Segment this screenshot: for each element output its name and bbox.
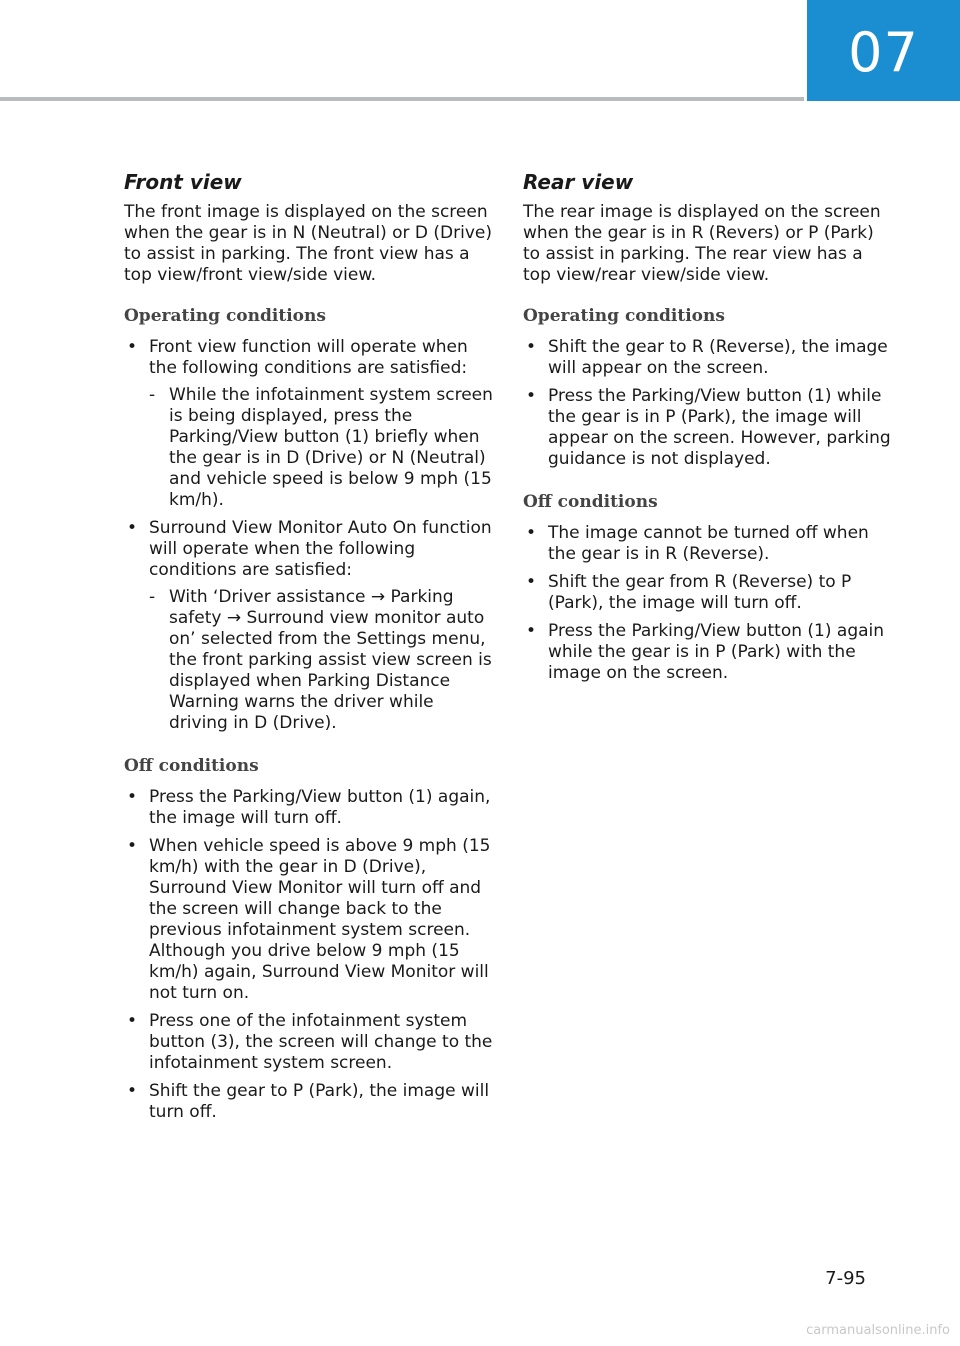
list-item: • When vehicle speed is above 9 mph (15 km/h) with the gear in D (Drive), Surround View Monitor will turn off and the screen will change back to the previous infotainment system screen. Although you drive below 9 mph (15 km/h) again, Surround View Monitor will not turn on. xyxy=(124,836,496,1004)
sub-list xyxy=(149,587,496,734)
sub-list xyxy=(149,385,496,511)
front-view-intro: The front image is displayed on the screen when the gear is in N (Neutral) or D (Drive) to assist in parking. The front view has a top view/front view/side view. xyxy=(124,202,492,285)
front-operating-heading: Operating conditions xyxy=(124,306,326,326)
header-rule xyxy=(0,97,804,101)
list-item: • Press the Parking/View button (1) again while the gear is in P (Park) with the image on the screen. xyxy=(523,621,895,684)
list-item: • Shift the gear to R (Reverse), the image will appear on the screen. xyxy=(523,337,895,379)
page-number: 7-95 xyxy=(825,1268,866,1289)
list-item: • Press the Parking/View button (1) while the gear is in P (Park), the image will appear on the screen. However, parking guidance is not displayed. xyxy=(523,386,895,470)
chapter-tab xyxy=(807,0,960,101)
list-item: • Press the Parking/View button (1) again, the image will turn off. xyxy=(124,787,496,829)
list-item-text: Surround View Monitor Auto On function will operate when the following conditions are satisfied: xyxy=(149,518,492,580)
chapter-number: 07 xyxy=(848,21,919,84)
rear-operating-list xyxy=(523,337,895,470)
rear-view-title: Rear view xyxy=(523,170,634,194)
front-off-list xyxy=(124,787,496,1123)
list-item: • Shift the gear to P (Park), the image will turn off. xyxy=(124,1081,496,1123)
watermark: carmanualsonline.info xyxy=(806,1323,950,1338)
list-item: • The image cannot be turned off when the gear is in R (Reverse). xyxy=(523,523,895,565)
left-column xyxy=(124,170,496,1145)
rear-operating-heading: Operating conditions xyxy=(523,306,725,326)
list-item: • Press one of the infotainment system button (3), the screen will change to the infotainment system screen. xyxy=(124,1011,496,1074)
list-item xyxy=(124,518,496,734)
rear-view-intro: The rear image is displayed on the screen when the gear is in R (Revers) or P (Park) to assist in parking. The rear view has a top view/rear view/side view. xyxy=(523,202,881,285)
right-column xyxy=(523,170,895,706)
front-off-heading: Off conditions xyxy=(124,756,259,776)
sub-list-item: - With ‘Driver assistance → Parking safety → Surround view monitor auto on’ selected from the Settings menu, the front parking assist view screen is displayed when Parking Distance Warning warns the driver while driving in D (Drive). xyxy=(149,587,496,734)
front-view-title: Front view xyxy=(124,170,242,194)
rear-off-list xyxy=(523,523,895,684)
list-item: • Shift the gear from R (Reverse) to P (Park), the image will turn off. xyxy=(523,572,895,614)
rear-off-heading: Off conditions xyxy=(523,492,658,512)
front-operating-list xyxy=(124,337,496,734)
sub-list-item: - While the infotainment system screen is being displayed, press the Parking/View button (1) briefly when the gear is in D (Drive) or N (Neutral) and vehicle speed is below 9 mph (15 km/h). xyxy=(149,385,496,511)
list-item xyxy=(124,337,496,511)
list-item-text: Front view function will operate when the following conditions are satisfied: xyxy=(149,337,468,378)
